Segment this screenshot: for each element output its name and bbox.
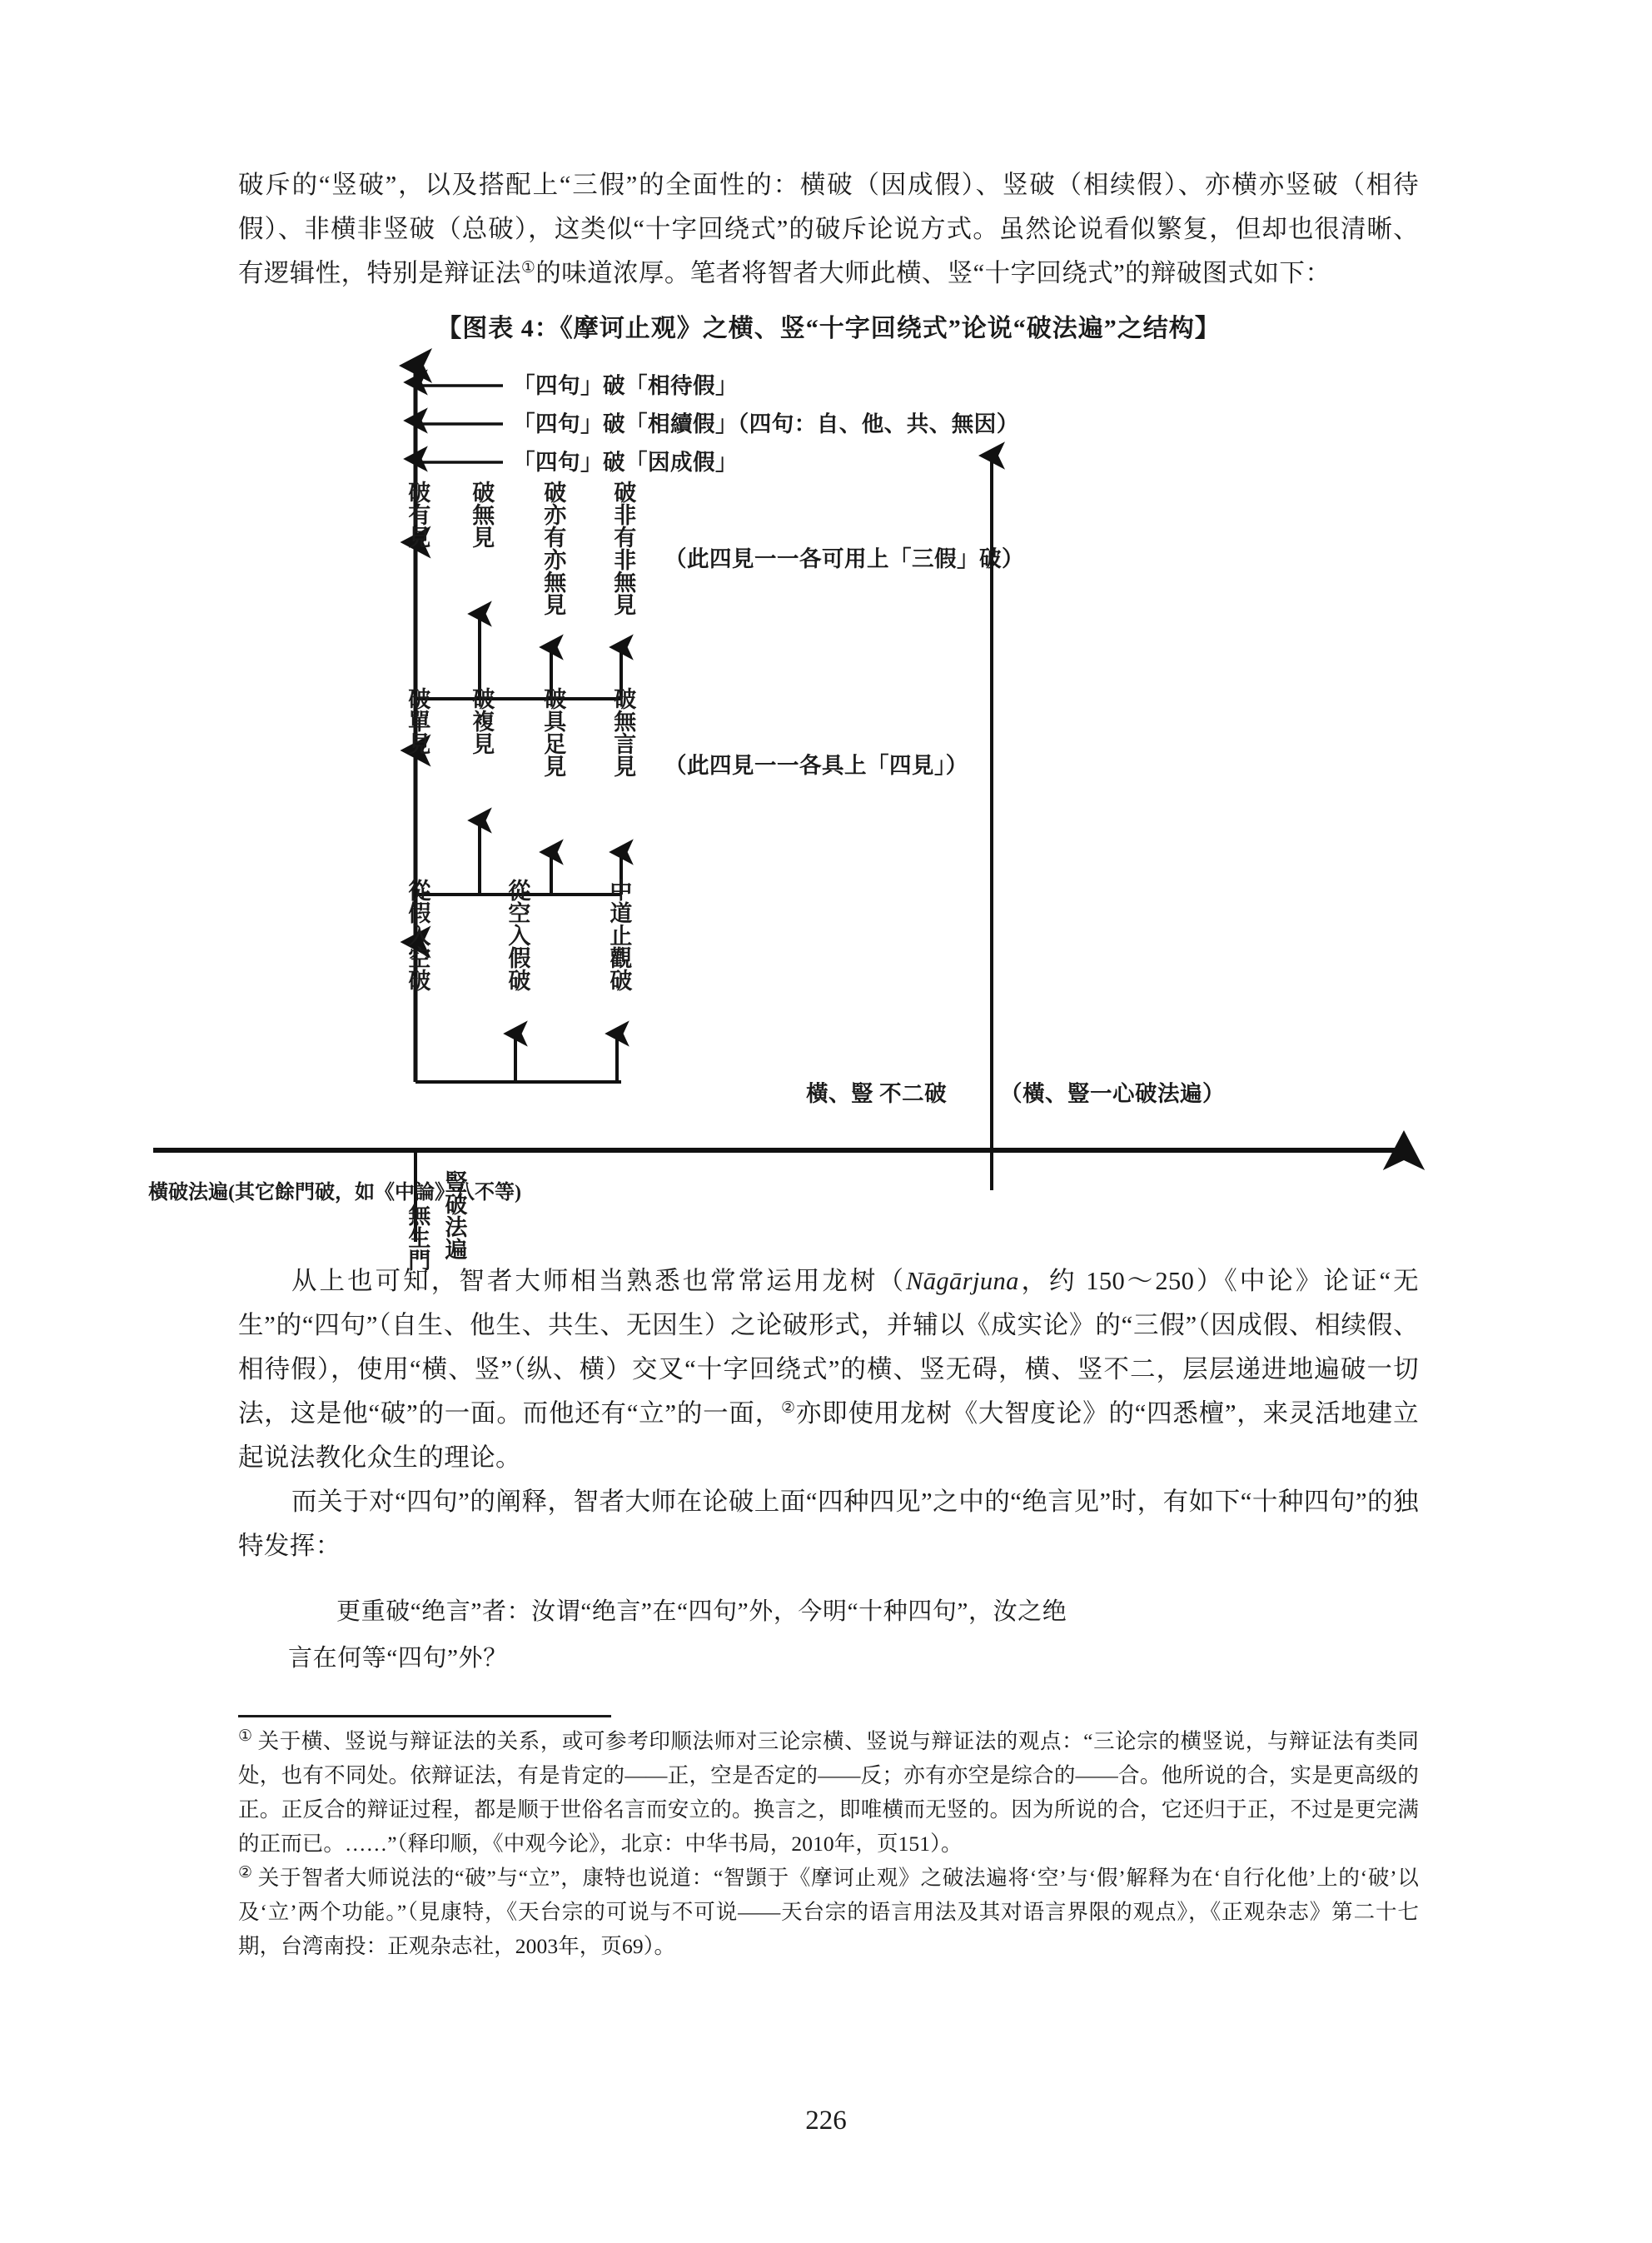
figure-4-diagram [148,349,1419,1271]
tier-a-col2-text: 破無見 [469,481,495,548]
axis-vertical-label-2 [401,1204,430,1271]
tier-a-col1-text: 破有見 [405,481,430,548]
tier-a-column-1 [401,481,430,548]
tier-c-column-2 [501,879,530,991]
paragraph-continuation [238,163,1419,296]
paragraph-1-text-b: 的味道浓厚。笔者将智者大师此横、竖“十字回绕式”的辩破图式如下： [535,259,1331,287]
tier-b-col2-text: 破複見 [469,687,495,755]
branch-label-3: 「四句」破「因成假」 [513,450,738,475]
axis-vertical-label-2-text: 無生門 [405,1204,430,1271]
axis-right-label-a: 橫、豎 不二破 [806,1081,948,1106]
tier-b-col3-text: 破具足見 [540,687,566,777]
tier-b-column-3 [537,687,565,777]
figure-caption: 【图表 4：《摩诃止观》之横、竖“十字回绕式”论说“破法遍”之结构】 [436,315,1221,342]
tier-a-column-3 [537,481,565,616]
tier-c-col2-text: 從空入假破 [505,879,530,991]
tier-b-col1-text: 破單見 [405,687,430,755]
page-number: 226 [805,2106,847,2136]
paragraph-2-text-b: ，约 150～250）《中论》论证“无生”的“四句”（自生、他生、共生、无因生）之论破形式，并辅以《成实论》的“三假”（因成假、相续假、相待假），使用“横、竖”（纵、横）交叉“十字回绕式”的横、竖无碍，横、竖不二，层层递进地遍破一切法，这是他“破”的一面。而他还有“立”的一面， [238,1267,1419,1428]
footnote-ref-1[interactable]: ① [520,258,536,277]
footnote-separator-rule [238,1715,611,1717]
tier-a-col3-text: 破亦有亦無見 [540,481,566,616]
tier-c-column-3 [603,879,631,991]
branch-label-1: 「四句」破「相待假」 [513,373,738,398]
quote-line-2: 言在何等“四句”外？ [288,1645,508,1672]
quote-line-1: 更重破“绝言”者：汝谓“绝言”在“四句”外，今明“十种四句”，汝之绝 [336,1598,1067,1625]
tier-c-col3-text: 中道止觀破 [606,879,632,991]
axis-vertical-label-1 [438,1170,466,1260]
branch-label-2: 「四句」破「相續假」（四句：自、他、共、無因） [513,411,1019,436]
tier-b-column-2 [465,687,494,755]
footnote-ref-2[interactable]: ② [781,1398,796,1417]
nagarjuna-name: Nāgārjuna [906,1267,1019,1295]
paragraph-2-text-a: 从上也可知，智者大师相当熟悉也常常运用龙树（ [291,1267,906,1295]
tier-a-col4-text: 破非有非無見 [610,481,636,616]
footnote-1 [238,1724,1419,1861]
footnote-2-marker: ② [238,1863,253,1882]
footnote-2-text: 关于智者大师说法的“破”与“立”，康特也说道：“智顗于《摩诃止观》之破法遍将‘空’与‘假’解释为在‘自行化他’上的‘破’以及‘立’两个功能。”（見康特，《天台宗的可说与不可说——天台宗的语言用法及其对语言界限的观点》，《正观杂志》第二十七期，台湾南投：正观杂志社，2003年，页69）。 [238,1866,1419,1958]
tier-b-col4-text: 破無言見 [610,687,636,777]
page-content [148,0,1419,1963]
paragraph-1-text-a: 破斥的“竖破”，以及搭配上“三假”的全面性的：横破（因成假）、竖破（相续假）、亦横亦竖破（相待假）、非横非竖破（总破），这类似“十字回绕式”的破斥论说方式。虽然论说看似繁复，但却也很清晰、有逻辑性，特别是辩证法 [238,171,1419,287]
paragraph-3: 而关于对“四句”的阐释，智者大师在论破上面“四种四见”之中的“绝言见”时，有如下“十种四句”的独特发挥： [238,1488,1419,1560]
tier-b-note: （此四見一一各具上「四見」） [664,753,968,778]
axis-left-label: 橫破法遍(其它餘門破，如《中論》八不等) [148,1182,521,1204]
axis-right-label-b: （橫、豎一心破法遍） [1000,1081,1225,1106]
footnote-1-marker: ① [238,1727,253,1745]
footnote-1-text: 关于横、竖说与辩证法的关系，或可参考印顺法师对三论宗横、竖说与辩证法的观点：“三论宗的横竖说，与辩证法有类同处，也有不同处。依辩证法，有是肯定的——正，空是否定的——反；亦有亦空是综合的——合。他所说的合，实是更高级的正。正反合的辩证过程，都是顺于世俗名言而安立的。换言之，即唯横而无竖的。因为所说的合，它还归于正，不过是更完满的正而已。……”（释印顺，《中观今论》，北京：中华书局，2010年，页151）。 [238,1729,1419,1856]
tier-c-column-1 [401,879,430,991]
footnote-2 [238,1861,1419,1963]
paragraph-2 [238,1259,1419,1480]
tier-a-column-2 [465,481,494,548]
axis-vertical-label-1-text: 豎破法遍 [441,1170,467,1260]
tier-a-note: （此四見一一各可用上「三假」破） [664,546,1024,571]
tier-b-column-4 [607,687,635,777]
tier-a-column-4 [607,481,635,616]
tier-c-col1-text: 從假入空破 [405,879,430,991]
sutra-quote-block [238,1588,1419,1682]
paragraph-2-text-c: 亦即使用龙树《大智度论》的“四悉檀”，来灵活地建立起说法教化众生的理论。 [238,1399,1419,1472]
tier-b-column-1 [401,687,430,755]
